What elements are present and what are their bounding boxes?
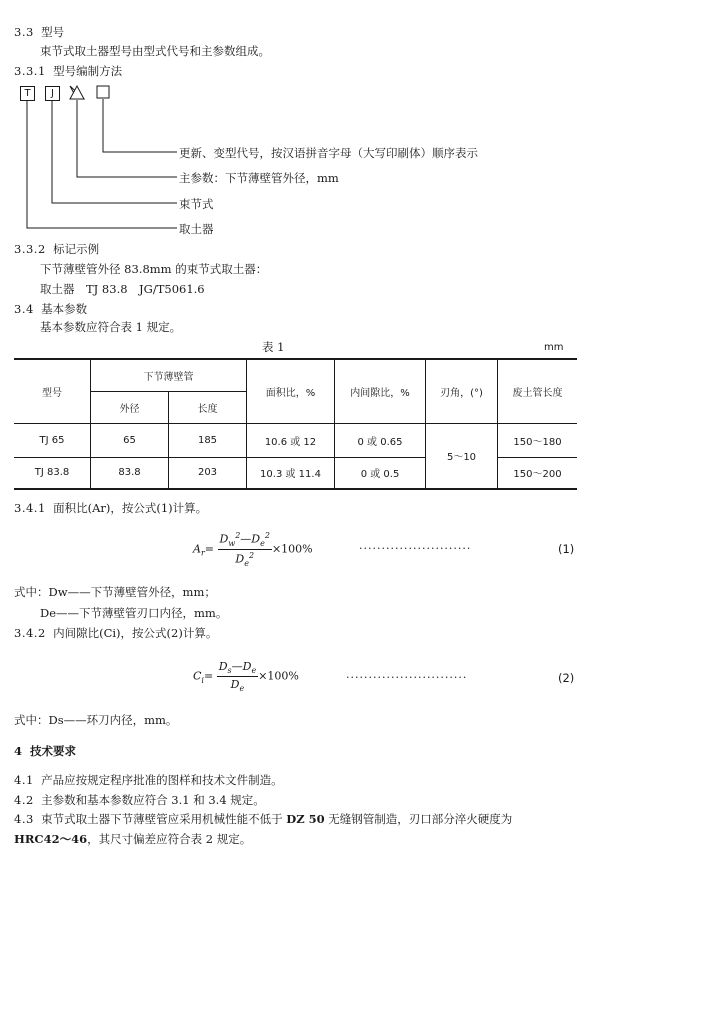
section-3-3-1-heading: 3.3.1 型号编制方法 bbox=[14, 64, 123, 78]
section-4-heading: 4 技术要求 bbox=[14, 744, 77, 758]
cell-model: TJ 65 bbox=[14, 423, 91, 457]
marking-example-line2: 取土器 TJ 83.8 JG/T5061.6 bbox=[40, 282, 205, 296]
model-label-type: 束节式 bbox=[179, 197, 214, 211]
table1-unit: mm bbox=[544, 342, 564, 353]
cell-model: TJ 83.8 bbox=[14, 457, 91, 489]
formula-2: $C_i=$ $\frac{D_s—D_e}{D_e}$ ×100% bbox=[193, 660, 299, 694]
cell-waste-length: 150～200 bbox=[498, 457, 578, 489]
th-waste-length: 废土管长度 bbox=[498, 359, 578, 423]
cell-waste-length: 150～180 bbox=[498, 423, 578, 457]
section-3-4-1: 3.4.1 面积比(Ar)，按公式(1)计算。 bbox=[14, 501, 208, 515]
model-label-sampler: 取土器 bbox=[179, 222, 214, 236]
cell-inner-gap: 0 或 0.5 bbox=[335, 457, 426, 489]
model-label-main-param: 主参数：下节薄壁管外径，mm bbox=[179, 171, 339, 185]
marking-example-line1: 下节薄壁管外径 83.8mm 的束节式取土器： bbox=[40, 262, 268, 276]
section-3-3-heading: 3.3 型号 bbox=[14, 25, 65, 39]
th-outer: 外径 bbox=[91, 391, 169, 423]
cell-inner-gap: 0 或 0.65 bbox=[335, 423, 426, 457]
section-4-3-line1: 4.3 束节式取土器下节薄壁管应采用机械性能不低于 DZ 50 无缝钢管制造，刃口部分淬火硬度为 bbox=[14, 812, 513, 826]
model-box-j: J bbox=[45, 86, 60, 101]
formula-1-tag: (1) bbox=[558, 542, 575, 556]
th-area-ratio: 面积比，% bbox=[247, 359, 335, 423]
section-3-4-heading: 3.4 基本参数 bbox=[14, 302, 88, 316]
model-box-t: T bbox=[20, 86, 35, 101]
section-3-3-body: 束节式取土器型号由型式代号和主参数组成。 bbox=[40, 44, 270, 58]
square-icon bbox=[97, 86, 109, 98]
section-4-1: 4.1 产品应按规定程序批准的图样和技术文件制造。 bbox=[14, 773, 283, 787]
section-4-3-line2: HRC42～46，其尺寸偏差应符合表 2 规定。 bbox=[14, 832, 252, 846]
th-blade-angle: 刃角，(°) bbox=[426, 359, 498, 423]
table1-caption: 表 1 bbox=[262, 340, 285, 354]
formula-1-leader: ························· bbox=[359, 542, 472, 555]
cell-length: 203 bbox=[169, 457, 247, 489]
formula-2-tag: (2) bbox=[558, 671, 575, 685]
where-1-line2: De——下节薄壁管刃口内径，mm。 bbox=[40, 606, 228, 620]
formula-2-leader: ··························· bbox=[346, 671, 468, 684]
th-inner-gap: 内间隙比，% bbox=[335, 359, 426, 423]
th-model: 型号 bbox=[14, 359, 91, 423]
cell-blade-angle: 5～10 bbox=[426, 423, 498, 489]
cell-outer: 83.8 bbox=[91, 457, 169, 489]
where-1-line1: 式中：Dw——下节薄壁管外径，mm； bbox=[14, 585, 216, 599]
th-tube-group: 下节薄壁管 bbox=[91, 359, 247, 391]
section-3-4-2: 3.4.2 内间隙比(Ci)，按公式(2)计算。 bbox=[14, 626, 218, 640]
cell-length: 185 bbox=[169, 423, 247, 457]
section-3-3-2-heading: 3.3.2 标记示例 bbox=[14, 242, 100, 256]
section-4-2: 4.2 主参数和基本参数应符合 3.1 和 3.4 规定。 bbox=[14, 793, 265, 807]
formula-1-fraction: $\frac{D_w^2—D_e^2}{D_e^2}$ bbox=[219, 531, 270, 568]
model-label-update: 更新、变型代号，按汉语拼音字母（大写印刷体）顺序表示 bbox=[179, 146, 478, 160]
model-diagram-lines bbox=[0, 0, 724, 250]
cell-area-ratio: 10.3 或 11.4 bbox=[247, 457, 335, 489]
table1 bbox=[14, 358, 577, 490]
th-length: 长度 bbox=[169, 391, 247, 423]
formula-1: $A_r=$ $\frac{D_w^2—D_e^2}{D_e^2}$ ×100% bbox=[193, 531, 313, 568]
section-3-4-body: 基本参数应符合表 1 规定。 bbox=[40, 320, 182, 334]
cell-outer: 65 bbox=[91, 423, 169, 457]
formula-2-fraction: $\frac{D_s—D_e}{D_e}$ bbox=[218, 660, 257, 694]
table-row bbox=[14, 423, 577, 457]
cell-area-ratio: 10.6 或 12 bbox=[247, 423, 335, 457]
where-2-line1: 式中：Ds——环刀内径，mm。 bbox=[14, 713, 178, 727]
